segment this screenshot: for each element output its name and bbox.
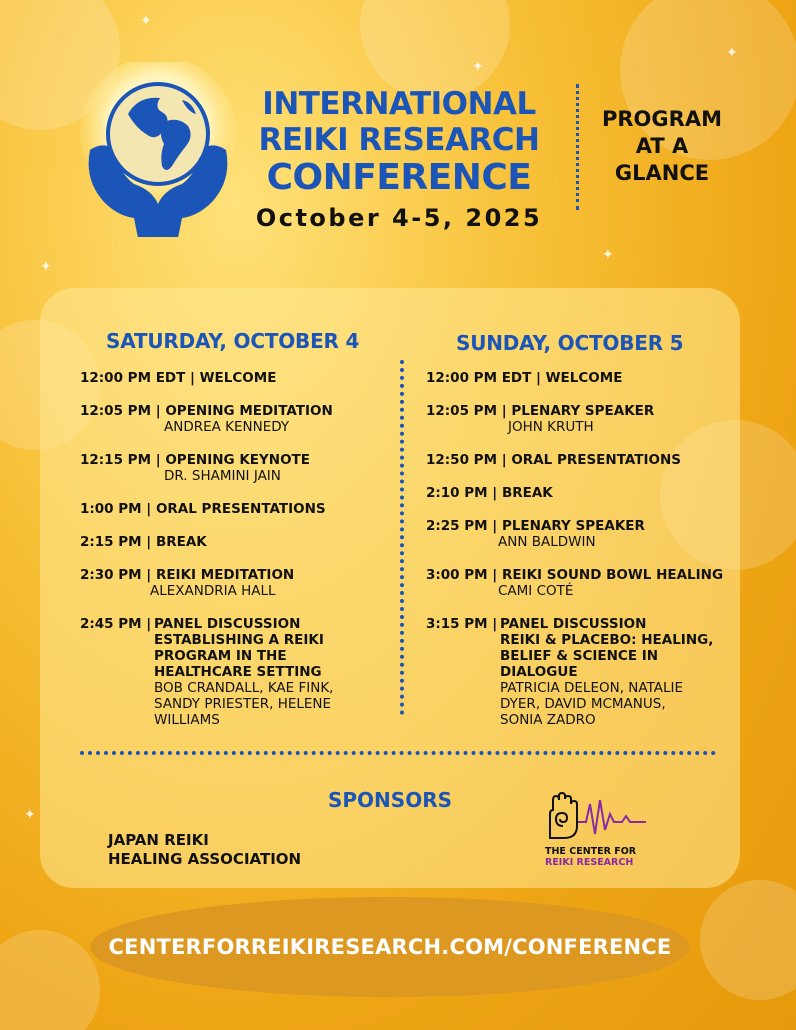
item-speaker-line: DYER, DAVID MCMANUS, — [500, 696, 666, 712]
bokeh-decoration — [0, 930, 100, 1030]
schedule-item — [426, 370, 736, 386]
column-divider — [400, 360, 404, 715]
sponsors-title: SPONSORS — [327, 788, 452, 812]
sparkle-icon: ✦ — [40, 259, 52, 275]
section-divider — [80, 751, 716, 755]
item-heading: 12:05 PM | OPENING MEDITATION — [80, 403, 333, 419]
item-speaker: JOHN KRUTH — [508, 419, 594, 435]
schedule-item — [426, 485, 736, 501]
item-heading: 12:05 PM | PLENARY SPEAKER — [426, 403, 655, 419]
schedule-item — [80, 501, 390, 517]
sunday-schedule — [426, 370, 736, 745]
schedule-item — [80, 403, 390, 435]
conference-date: October 4-5, 2025 — [255, 204, 543, 232]
item-heading: 12:00 PM EDT | WELCOME — [426, 370, 623, 386]
schedule-item — [80, 567, 390, 599]
sparkle-icon: ✦ — [472, 59, 484, 75]
sunday-title: SUNDAY, OCTOBER 5 — [456, 331, 684, 355]
item-heading: 1:00 PM | ORAL PRESENTATIONS — [80, 501, 326, 517]
item-time: 2:45 PM | — [80, 616, 152, 632]
item-title-line: DIALOGUE — [500, 664, 578, 680]
crr-line-1: THE CENTER FOR — [545, 846, 637, 857]
sparkle-icon: ✦ — [726, 45, 738, 61]
sparkle-icon: ✦ — [24, 807, 36, 823]
item-heading: 2:15 PM | BREAK — [80, 534, 207, 550]
item-speaker: ANDREA KENNEDY — [164, 419, 290, 435]
item-time: 3:15 PM | — [426, 616, 498, 632]
bokeh-decoration — [700, 880, 796, 1000]
sparkle-icon: ✦ — [140, 13, 152, 29]
header-divider — [576, 84, 579, 210]
bokeh-decoration — [360, 0, 510, 100]
schedule-item — [426, 452, 736, 468]
item-title-line: HEALTHCARE SETTING — [154, 664, 322, 680]
sponsor-line: JAPAN REIKI — [108, 831, 209, 849]
item-title-line: ESTABLISHING A REIKI — [154, 632, 324, 648]
item-speaker: ANN BALDWIN — [498, 534, 596, 550]
glance-line: GLANCE — [614, 161, 710, 185]
item-heading: 12:15 PM | OPENING KEYNOTE — [80, 452, 310, 468]
item-title: PANEL DISCUSSION — [154, 616, 301, 632]
item-title-line: PROGRAM IN THE — [154, 648, 287, 664]
item-speaker: ALEXANDRIA HALL — [150, 583, 276, 599]
item-speaker-line: WILLIAMS — [154, 712, 220, 728]
item-heading: 2:30 PM | REIKI MEDITATION — [80, 567, 295, 583]
item-speaker-line: SONIA ZADRO — [500, 712, 596, 728]
conference-url[interactable]: CENTERFORREIKIRESEARCH.COM/CONFERENCE — [108, 935, 672, 959]
item-heading: 3:00 PM | REIKI SOUND BOWL HEALING — [426, 567, 724, 583]
saturday-title: SATURDAY, OCTOBER 4 — [106, 329, 360, 353]
item-heading: 12:00 PM EDT | WELCOME — [80, 370, 277, 386]
schedule-item — [80, 534, 390, 550]
item-title-line: BELIEF & SCIENCE IN — [500, 648, 659, 664]
glance-line: AT A — [635, 134, 689, 158]
item-speaker: CAMI COTÉ — [498, 583, 574, 599]
title-line-3: CONFERENCE — [266, 157, 532, 198]
conference-url-banner[interactable] — [90, 897, 690, 997]
item-heading: 2:25 PM | PLENARY SPEAKER — [426, 518, 645, 534]
schedule-item — [80, 370, 390, 386]
glance-line: PROGRAM — [602, 107, 722, 131]
item-speaker-line: SANDY PRIESTER, HELENE — [154, 696, 332, 712]
globe-hands-logo — [78, 62, 238, 237]
center-for-reiki-research-name — [545, 846, 636, 868]
reiki-hand-waveform-logo — [540, 792, 650, 842]
sponsor-japan-reiki — [108, 831, 301, 869]
item-title-line: REIKI & PLACEBO: HEALING, — [500, 632, 714, 648]
item-title: PANEL DISCUSSION — [500, 616, 647, 632]
schedule-item — [426, 616, 736, 728]
item-speaker: DR. SHAMINI JAIN — [164, 468, 281, 484]
saturday-schedule — [80, 370, 390, 745]
item-heading: 12:50 PM | ORAL PRESENTATIONS — [426, 452, 681, 468]
program-at-a-glance — [592, 106, 732, 187]
schedule-item — [80, 616, 390, 728]
schedule-item — [426, 567, 736, 599]
title-line-2: REIKI RESEARCH — [258, 122, 540, 158]
crr-line-2: REIKI RESEARCH — [545, 857, 634, 868]
item-speaker-line: PATRICIA DELEON, NATALIE — [500, 680, 684, 696]
conference-title — [238, 86, 560, 232]
title-line-1: INTERNATIONAL — [262, 86, 536, 122]
sponsor-line: HEALING ASSOCIATION — [108, 850, 302, 868]
schedule-item — [426, 403, 736, 435]
schedule-item — [80, 452, 390, 484]
item-speaker-line: BOB CRANDALL, KAE FINK, — [154, 680, 334, 696]
sparkle-icon: ✦ — [602, 247, 614, 263]
schedule-item — [426, 518, 736, 550]
item-heading: 2:10 PM | BREAK — [426, 485, 553, 501]
